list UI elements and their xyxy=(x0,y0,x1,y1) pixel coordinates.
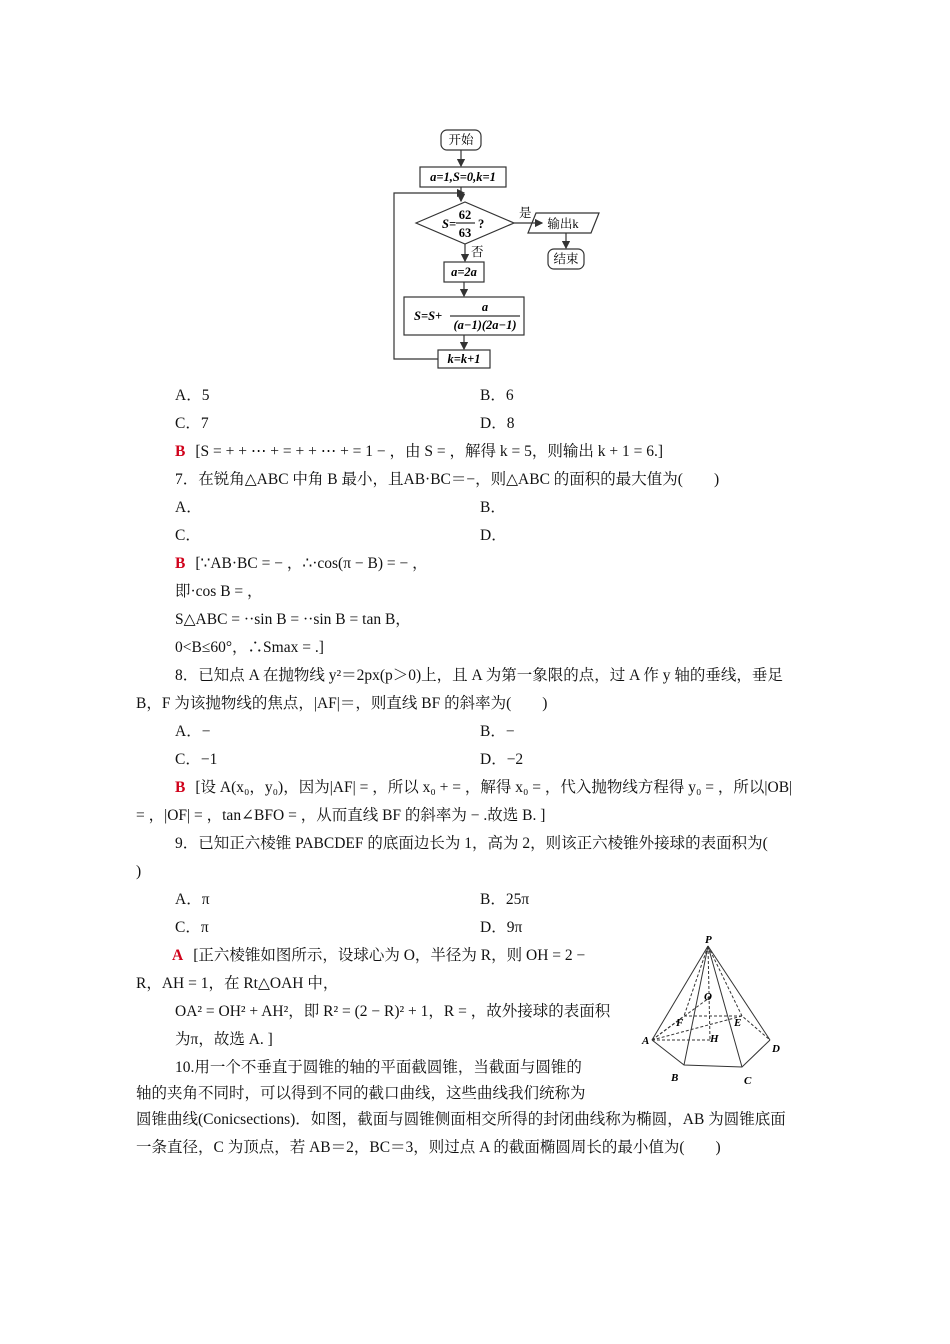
q6-option-b: B．6 xyxy=(480,387,514,404)
q9-option-c: C．π xyxy=(175,919,209,936)
q6-option-d: D．8 xyxy=(480,415,515,432)
q7-answer-letter: B xyxy=(175,555,186,572)
q9-option-b: B．25π xyxy=(480,891,530,908)
q9-answer-3: OA² = OH² + AH²，即 R² = (2 − R)² + 1，R = ，故外接球的表面积 xyxy=(175,1003,611,1020)
q9-stem-2: ) xyxy=(136,863,142,880)
flow-init-text: a=1,S=0,k=1 xyxy=(430,170,496,184)
q7-option-b: B． xyxy=(480,499,506,516)
flow-yes: 是 xyxy=(519,206,532,220)
q8-answer-1: [设 A(x₀，y₀)，因为|AF| = ，所以 x₀ + = ，解得 x₀ = ，代入抛物线方程得 y₀ = ，所以|OB| xyxy=(195,779,793,796)
flow-end-text: 结束 xyxy=(553,252,579,266)
q9-option-d: D．9π xyxy=(480,919,523,936)
q8-option-b: B．− xyxy=(480,723,515,740)
q8-answer-2: = ，|OF| = ，tan∠BFO = ，从而直线 BF 的斜率为 − .故选 B. ] xyxy=(136,807,546,824)
flowchart xyxy=(380,120,620,375)
q8-option-a: A．− xyxy=(175,723,211,740)
q8-stem-1: 8．已知点 A 在抛物线 y²＝2px(p＞0)上，且 A 为第一象限的点，过 A 作 y 轴的垂线，垂足 xyxy=(175,667,783,684)
flow-start-text: 开始 xyxy=(448,133,474,147)
q8-option-d: D．−2 xyxy=(480,751,524,768)
q7-answer-line-4: 0<B≤60°，∴Smax = .] xyxy=(175,639,324,656)
q7-answer-line-3: S△ABC = ··sin B = ··sin B = tan B， xyxy=(175,611,411,628)
q8-stem-2: B，F 为该抛物线的焦点，|AF|＝，则直线 BF 的斜率为( ) xyxy=(136,695,548,712)
flow-step-s-left: S=S+ xyxy=(414,309,443,323)
q8-option-c: C．−1 xyxy=(175,751,218,768)
q7-stem: 7．在锐角△ABC 中角 B 最小，且AB·BC＝−，则△ABC 的面积的最大值为( ) xyxy=(175,471,720,488)
label-c: C xyxy=(744,1075,752,1087)
q6-option-a: A．5 xyxy=(175,387,210,404)
q9-option-a: A．π xyxy=(175,891,210,908)
q10-line-4: 一条直径，C 为顶点，若 AB＝2，BC＝3，则过点 A 的截面椭圆周长的最小值为( ) xyxy=(136,1139,721,1156)
flow-step-k-text: k=k+1 xyxy=(447,352,481,366)
q8-answer-letter: B xyxy=(175,779,186,796)
q9-answer-4: 为π，故选 A. ] xyxy=(175,1031,273,1048)
q10-line-1: 10.用一个不垂直于圆锥的轴的平面截圆锥，当截面与圆锥的 xyxy=(175,1059,582,1076)
q9-answer-letter: A xyxy=(172,947,184,964)
q9-answer-1: [正六棱锥如图所示，设球心为 O，半径为 R，则 OH = 2 − xyxy=(193,947,586,964)
label-a: A xyxy=(642,1035,650,1047)
label-e: E xyxy=(734,1017,742,1029)
flow-cond-num: 62 xyxy=(458,208,472,222)
q9-answer xyxy=(172,946,585,966)
flow-step-a-text: a=2a xyxy=(451,265,477,279)
q6-option-c: C．7 xyxy=(175,415,209,432)
flow-cond-den: 63 xyxy=(458,226,472,240)
flow-step-s-den: (a−1)(2a−1) xyxy=(453,318,517,332)
flow-step-s-num: a xyxy=(481,300,489,314)
q7-answer-line-2: 即·cos B = ， xyxy=(175,583,263,600)
q10-line-2: 轴的夹角不同时，可以得到不同的截口曲线，这些曲线我们统称为 xyxy=(136,1085,586,1102)
q7-option-c: C． xyxy=(175,527,201,544)
q10-line-3: 圆锥曲线(Conicsections)．如图，截面与圆锥侧面相交所得的封闭曲线称为椭圆，AB 为圆锥底面 xyxy=(136,1111,786,1128)
q7-answer-line-1: [∵AB·BC = − ，∴·cos(π − B) = − ， xyxy=(195,555,428,572)
label-f: F xyxy=(676,1017,684,1029)
q7-option-a: A． xyxy=(175,499,202,516)
flow-cond-s: S= xyxy=(442,217,457,231)
q8-answer xyxy=(175,778,792,798)
flow-cond-q: ? xyxy=(478,217,485,231)
label-p: P xyxy=(705,934,712,946)
q6-answer-text: [S = + + ⋯ + = + + ⋯ + = 1 − ，由 S = ，解得 k = 5，则输出 k + 1 = 6.] xyxy=(195,443,664,460)
q9-answer-2: R，AH = 1，在 Rt△OAH 中， xyxy=(136,975,339,992)
label-h: H xyxy=(710,1033,719,1045)
flow-output-text: 输出k xyxy=(547,217,579,231)
q9-stem-1: 9．已知正六棱锥 PABCDEF 的底面边长为 1，高为 2，则该正六棱锥外接球的表面积为( xyxy=(175,835,768,852)
label-d: D xyxy=(772,1043,780,1055)
q7-option-d: D． xyxy=(480,527,507,544)
q6-answer xyxy=(175,442,663,462)
q7-answer xyxy=(175,554,428,574)
pyramid-figure xyxy=(638,930,798,1090)
label-b: B xyxy=(671,1072,679,1084)
label-o: O xyxy=(704,991,712,1003)
q6-answer-letter: B xyxy=(175,443,186,460)
flow-no: 否 xyxy=(471,245,484,259)
